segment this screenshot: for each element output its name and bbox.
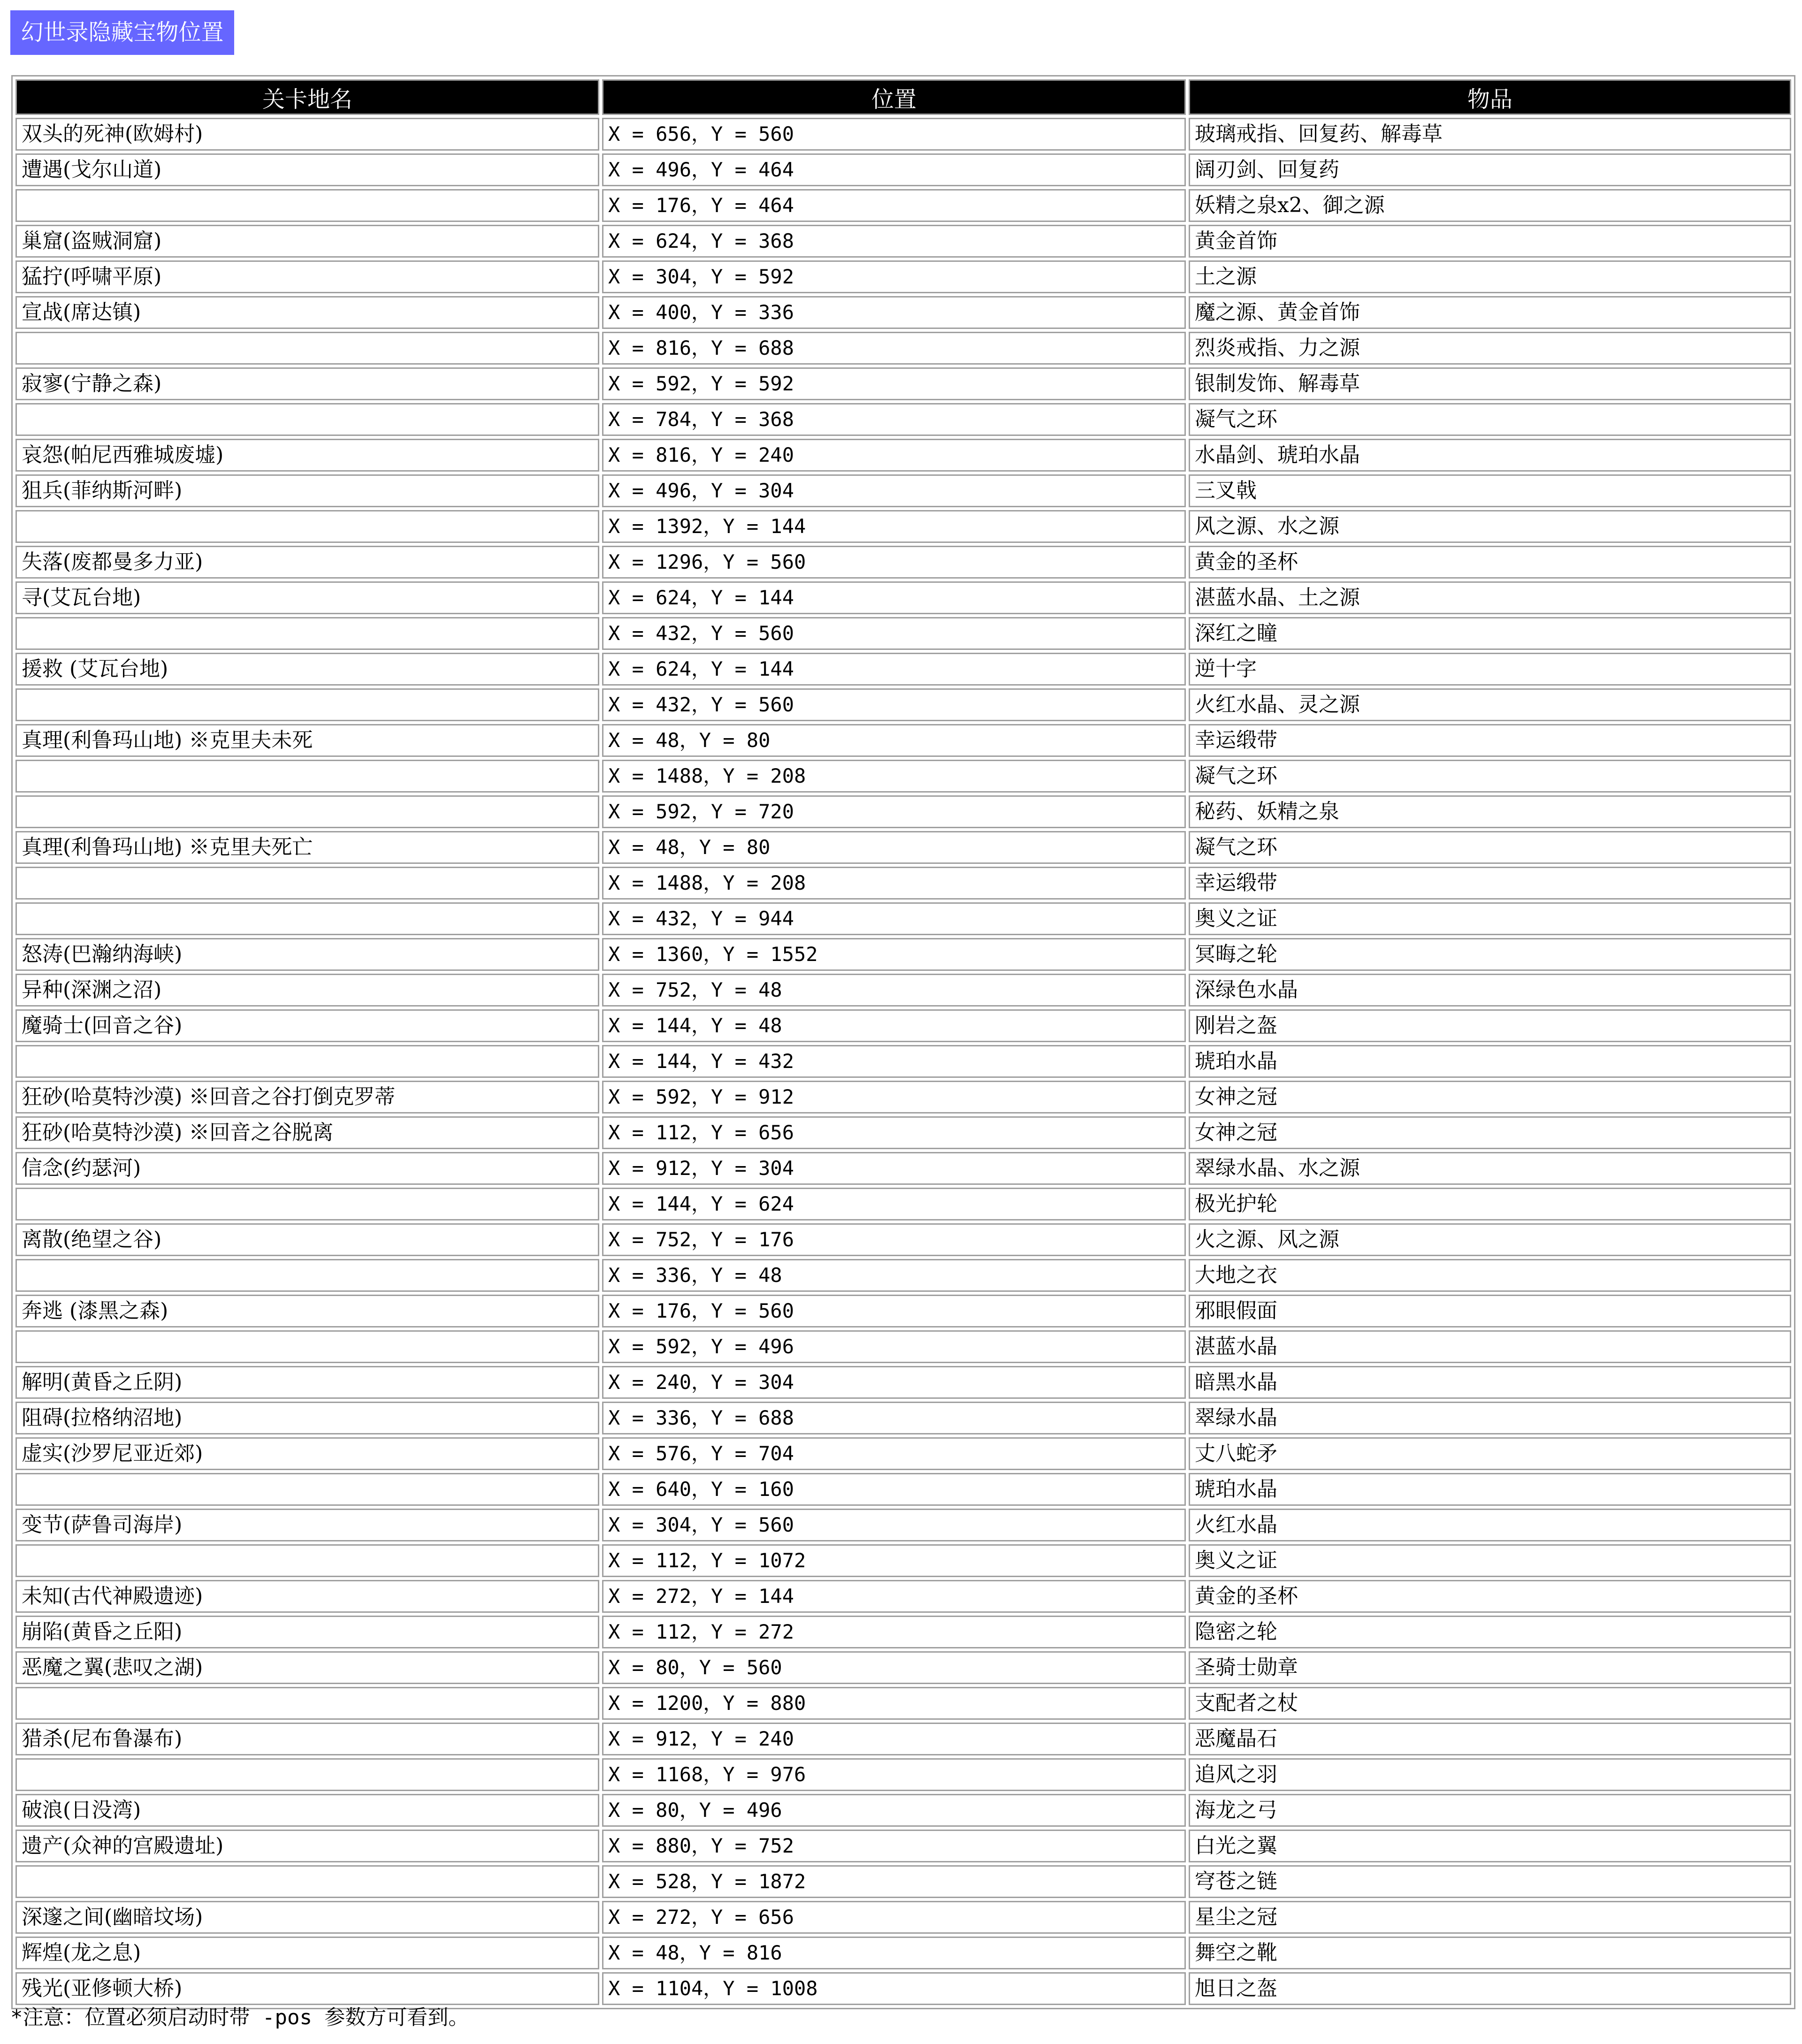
position-cell: X = 432，Y = 560 bbox=[602, 617, 1186, 650]
item-cell: 湛蓝水晶、土之源 bbox=[1189, 581, 1791, 614]
table-row bbox=[15, 1366, 1791, 1399]
item-cell: 妖精之泉x2、御之源 bbox=[1189, 189, 1791, 222]
item-cell: 舞空之靴 bbox=[1189, 1937, 1791, 1969]
stage-cell: 狂砂(哈莫特沙漠) ※回音之谷脱离 bbox=[15, 1116, 599, 1149]
stage-cell bbox=[15, 1045, 599, 1078]
position-cell: X = 1488，Y = 208 bbox=[602, 867, 1186, 900]
stage-cell: 哀怨(帕尼西雅城废墟) bbox=[15, 439, 599, 472]
table-row bbox=[15, 1865, 1791, 1898]
item-cell: 女神之冠 bbox=[1189, 1081, 1791, 1114]
position-cell: X = 1360，Y = 1552 bbox=[602, 938, 1186, 971]
table-row bbox=[15, 974, 1791, 1007]
position-cell: X = 528，Y = 1872 bbox=[602, 1865, 1186, 1898]
stage-cell: 宣战(席达镇) bbox=[15, 296, 599, 329]
stage-cell bbox=[15, 688, 599, 721]
stage-cell: 真理(利鲁玛山地) ※克里夫死亡 bbox=[15, 831, 599, 864]
position-cell: X = 1168，Y = 976 bbox=[602, 1758, 1186, 1791]
table-row bbox=[15, 1081, 1791, 1114]
item-cell: 琥珀水晶 bbox=[1189, 1473, 1791, 1506]
position-cell: X = 816，Y = 688 bbox=[602, 332, 1186, 365]
stage-cell: 援救 (艾瓦台地) bbox=[15, 653, 599, 686]
table-row bbox=[15, 1330, 1791, 1363]
position-cell: X = 48，Y = 80 bbox=[602, 831, 1186, 864]
item-cell: 深红之瞳 bbox=[1189, 617, 1791, 650]
position-cell: X = 656，Y = 560 bbox=[602, 118, 1186, 151]
table-row bbox=[15, 1437, 1791, 1470]
position-cell: X = 304，Y = 560 bbox=[602, 1509, 1186, 1541]
table-row bbox=[15, 1616, 1791, 1648]
stage-cell: 辉煌(龙之息) bbox=[15, 1937, 599, 1969]
stage-cell: 崩陷(黄昏之丘阳) bbox=[15, 1616, 599, 1648]
item-cell: 追风之羽 bbox=[1189, 1758, 1791, 1791]
item-cell: 幸运缎带 bbox=[1189, 867, 1791, 900]
treasure-table bbox=[11, 75, 1795, 2009]
position-cell: X = 272，Y = 656 bbox=[602, 1901, 1186, 1934]
table-row bbox=[15, 439, 1791, 472]
item-cell: 奥义之证 bbox=[1189, 1544, 1791, 1577]
item-cell: 白光之翼 bbox=[1189, 1830, 1791, 1862]
stage-cell: 未知(古代神殿遗迹) bbox=[15, 1580, 599, 1613]
stage-cell: 阻碍(拉格纳沼地) bbox=[15, 1402, 599, 1434]
stage-cell: 异种(深渊之沼) bbox=[15, 974, 599, 1007]
position-cell: X = 592，Y = 912 bbox=[602, 1081, 1186, 1114]
position-cell: X = 1200，Y = 880 bbox=[602, 1687, 1186, 1720]
position-cell: X = 144，Y = 48 bbox=[602, 1009, 1186, 1042]
table-row bbox=[15, 1651, 1791, 1684]
table-row bbox=[15, 1402, 1791, 1434]
position-cell: X = 880，Y = 752 bbox=[602, 1830, 1186, 1862]
position-cell: X = 304，Y = 592 bbox=[602, 260, 1186, 293]
stage-cell bbox=[15, 1259, 599, 1292]
position-cell: X = 496，Y = 464 bbox=[602, 153, 1186, 186]
position-cell: X = 624，Y = 368 bbox=[602, 225, 1186, 258]
item-cell: 奥义之证 bbox=[1189, 902, 1791, 935]
table-header-row bbox=[15, 79, 1791, 115]
table-row bbox=[15, 938, 1791, 971]
table-row bbox=[15, 1223, 1791, 1256]
item-cell: 湛蓝水晶 bbox=[1189, 1330, 1791, 1363]
table-row bbox=[15, 1972, 1791, 2005]
stage-cell: 巢窟(盗贼洞窟) bbox=[15, 225, 599, 258]
item-cell: 旭日之盔 bbox=[1189, 1972, 1791, 2005]
table-row bbox=[15, 1758, 1791, 1791]
stage-cell: 变节(萨鲁司海岸) bbox=[15, 1509, 599, 1541]
position-cell: X = 912，Y = 240 bbox=[602, 1723, 1186, 1755]
item-cell: 大地之衣 bbox=[1189, 1259, 1791, 1292]
stage-cell bbox=[15, 902, 599, 935]
item-cell: 恶魔晶石 bbox=[1189, 1723, 1791, 1755]
stage-cell: 破浪(日没湾) bbox=[15, 1794, 599, 1827]
table-row bbox=[15, 831, 1791, 864]
item-cell: 三叉戟 bbox=[1189, 474, 1791, 507]
stage-cell bbox=[15, 1473, 599, 1506]
page-title: 幻世录隐藏宝物位置 bbox=[10, 10, 234, 55]
item-cell: 火之源、风之源 bbox=[1189, 1223, 1791, 1256]
item-cell: 暗黑水晶 bbox=[1189, 1366, 1791, 1399]
table-row bbox=[15, 581, 1791, 614]
item-cell: 女神之冠 bbox=[1189, 1116, 1791, 1149]
table-row bbox=[15, 546, 1791, 579]
item-cell: 火红水晶、灵之源 bbox=[1189, 688, 1791, 721]
table-row bbox=[15, 1794, 1791, 1827]
table-row bbox=[15, 1188, 1791, 1220]
position-cell: X = 496，Y = 304 bbox=[602, 474, 1186, 507]
table-row bbox=[15, 902, 1791, 935]
position-cell: X = 592，Y = 496 bbox=[602, 1330, 1186, 1363]
table-body bbox=[15, 118, 1791, 2005]
table-row bbox=[15, 1152, 1791, 1185]
stage-cell: 残光(亚修顿大桥) bbox=[15, 1972, 599, 2005]
table-row bbox=[15, 1723, 1791, 1755]
stage-cell: 离散(绝望之谷) bbox=[15, 1223, 599, 1256]
item-cell: 秘药、妖精之泉 bbox=[1189, 795, 1791, 828]
item-cell: 逆十字 bbox=[1189, 653, 1791, 686]
stage-cell: 信念(约瑟河) bbox=[15, 1152, 599, 1185]
item-cell: 黄金首饰 bbox=[1189, 225, 1791, 258]
table-row bbox=[15, 1830, 1791, 1862]
item-cell: 烈炎戒指、力之源 bbox=[1189, 332, 1791, 365]
table-row bbox=[15, 118, 1791, 151]
stage-cell bbox=[15, 1330, 599, 1363]
stage-cell: 奔逃 (漆黑之森) bbox=[15, 1295, 599, 1327]
table-row bbox=[15, 1009, 1791, 1042]
table-row bbox=[15, 653, 1791, 686]
stage-cell: 猎杀(尼布鲁瀑布) bbox=[15, 1723, 599, 1755]
table-row bbox=[15, 1116, 1791, 1149]
column-header-item: 物品 bbox=[1189, 79, 1791, 115]
table-row bbox=[15, 225, 1791, 258]
position-cell: X = 400，Y = 336 bbox=[602, 296, 1186, 329]
table-row bbox=[15, 367, 1791, 400]
stage-cell: 猛拧(呼啸平原) bbox=[15, 260, 599, 293]
position-cell: X = 784，Y = 368 bbox=[602, 403, 1186, 436]
item-cell: 魔之源、黄金首饰 bbox=[1189, 296, 1791, 329]
stage-cell bbox=[15, 1544, 599, 1577]
item-cell: 银制发饰、解毒草 bbox=[1189, 367, 1791, 400]
item-cell: 玻璃戒指、回复药、解毒草 bbox=[1189, 118, 1791, 151]
table-row bbox=[15, 1937, 1791, 1969]
stage-cell: 遗产(众神的宫殿遗址) bbox=[15, 1830, 599, 1862]
table-row bbox=[15, 688, 1791, 721]
stage-cell bbox=[15, 189, 599, 222]
position-cell: X = 912，Y = 304 bbox=[602, 1152, 1186, 1185]
position-cell: X = 1296，Y = 560 bbox=[602, 546, 1186, 579]
position-cell: X = 176，Y = 464 bbox=[602, 189, 1186, 222]
item-cell: 隐密之轮 bbox=[1189, 1616, 1791, 1648]
footnote: *注意：位置必须启动时带 -pos 参数方可看到。 bbox=[10, 2006, 469, 2029]
stage-cell bbox=[15, 510, 599, 543]
stage-cell: 狙兵(菲纳斯河畔) bbox=[15, 474, 599, 507]
table-row bbox=[15, 617, 1791, 650]
position-cell: X = 48，Y = 816 bbox=[602, 1937, 1186, 1969]
stage-cell bbox=[15, 867, 599, 900]
stage-cell: 恶魔之翼(悲叹之湖) bbox=[15, 1651, 599, 1684]
item-cell: 黄金的圣杯 bbox=[1189, 1580, 1791, 1613]
item-cell: 刚岩之盔 bbox=[1189, 1009, 1791, 1042]
item-cell: 星尘之冠 bbox=[1189, 1901, 1791, 1934]
table-row bbox=[15, 296, 1791, 329]
stage-cell: 怒涛(巴瀚纳海峡) bbox=[15, 938, 599, 971]
table-row bbox=[15, 403, 1791, 436]
item-cell: 深绿色水晶 bbox=[1189, 974, 1791, 1007]
item-cell: 水晶剑、琥珀水晶 bbox=[1189, 439, 1791, 472]
position-cell: X = 144，Y = 624 bbox=[602, 1188, 1186, 1220]
position-cell: X = 144，Y = 432 bbox=[602, 1045, 1186, 1078]
item-cell: 邪眼假面 bbox=[1189, 1295, 1791, 1327]
column-header-position: 位置 bbox=[602, 79, 1186, 115]
item-cell: 丈八蛇矛 bbox=[1189, 1437, 1791, 1470]
table-row bbox=[15, 1901, 1791, 1934]
item-cell: 凝气之环 bbox=[1189, 760, 1791, 793]
item-cell: 圣骑士勋章 bbox=[1189, 1651, 1791, 1684]
stage-cell bbox=[15, 1188, 599, 1220]
item-cell: 海龙之弓 bbox=[1189, 1794, 1791, 1827]
table-row bbox=[15, 510, 1791, 543]
item-cell: 翠绿水晶、水之源 bbox=[1189, 1152, 1791, 1185]
position-cell: X = 112，Y = 656 bbox=[602, 1116, 1186, 1149]
position-cell: X = 624，Y = 144 bbox=[602, 581, 1186, 614]
stage-cell: 寻(艾瓦台地) bbox=[15, 581, 599, 614]
table-row bbox=[15, 474, 1791, 507]
position-cell: X = 176，Y = 560 bbox=[602, 1295, 1186, 1327]
position-cell: X = 432，Y = 560 bbox=[602, 688, 1186, 721]
table-row bbox=[15, 760, 1791, 793]
table-row bbox=[15, 1045, 1791, 1078]
stage-cell: 虚实(沙罗尼亚近郊) bbox=[15, 1437, 599, 1470]
position-cell: X = 752，Y = 176 bbox=[602, 1223, 1186, 1256]
table-row bbox=[15, 724, 1791, 757]
item-cell: 火红水晶 bbox=[1189, 1509, 1791, 1541]
item-cell: 黄金的圣杯 bbox=[1189, 546, 1791, 579]
table-row bbox=[15, 795, 1791, 828]
stage-cell: 狂砂(哈莫特沙漠) ※回音之谷打倒克罗蒂 bbox=[15, 1081, 599, 1114]
item-cell: 支配者之杖 bbox=[1189, 1687, 1791, 1720]
position-cell: X = 80，Y = 560 bbox=[602, 1651, 1186, 1684]
position-cell: X = 112，Y = 272 bbox=[602, 1616, 1186, 1648]
position-cell: X = 1104，Y = 1008 bbox=[602, 1972, 1186, 2005]
stage-cell bbox=[15, 760, 599, 793]
stage-cell: 深邃之间(幽暗坟场) bbox=[15, 1901, 599, 1934]
position-cell: X = 80，Y = 496 bbox=[602, 1794, 1186, 1827]
item-cell: 土之源 bbox=[1189, 260, 1791, 293]
position-cell: X = 112，Y = 1072 bbox=[602, 1544, 1186, 1577]
item-cell: 幸运缎带 bbox=[1189, 724, 1791, 757]
position-cell: X = 1392，Y = 144 bbox=[602, 510, 1186, 543]
stage-cell bbox=[15, 403, 599, 436]
position-cell: X = 624，Y = 144 bbox=[602, 653, 1186, 686]
position-cell: X = 816，Y = 240 bbox=[602, 439, 1186, 472]
table-row bbox=[15, 260, 1791, 293]
table-row bbox=[15, 1259, 1791, 1292]
table-row bbox=[15, 1473, 1791, 1506]
table-row bbox=[15, 1544, 1791, 1577]
position-cell: X = 640，Y = 160 bbox=[602, 1473, 1186, 1506]
position-cell: X = 432，Y = 944 bbox=[602, 902, 1186, 935]
stage-cell: 失落(废都曼多力亚) bbox=[15, 546, 599, 579]
position-cell: X = 592，Y = 720 bbox=[602, 795, 1186, 828]
stage-cell: 遭遇(戈尔山道) bbox=[15, 153, 599, 186]
item-cell: 凝气之环 bbox=[1189, 403, 1791, 436]
table-row bbox=[15, 189, 1791, 222]
item-cell: 琥珀水晶 bbox=[1189, 1045, 1791, 1078]
position-cell: X = 1488，Y = 208 bbox=[602, 760, 1186, 793]
item-cell: 翠绿水晶 bbox=[1189, 1402, 1791, 1434]
table-row bbox=[15, 1687, 1791, 1720]
item-cell: 极光护轮 bbox=[1189, 1188, 1791, 1220]
stage-cell bbox=[15, 617, 599, 650]
stage-cell bbox=[15, 795, 599, 828]
stage-cell bbox=[15, 1865, 599, 1898]
stage-cell: 真理(利鲁玛山地) ※克里夫未死 bbox=[15, 724, 599, 757]
item-cell: 穹苍之链 bbox=[1189, 1865, 1791, 1898]
position-cell: X = 752，Y = 48 bbox=[602, 974, 1186, 1007]
stage-cell: 解明(黄昏之丘阴) bbox=[15, 1366, 599, 1399]
stage-cell: 寂寥(宁静之森) bbox=[15, 367, 599, 400]
item-cell: 风之源、水之源 bbox=[1189, 510, 1791, 543]
position-cell: X = 336，Y = 688 bbox=[602, 1402, 1186, 1434]
table-row bbox=[15, 1295, 1791, 1327]
stage-cell bbox=[15, 332, 599, 365]
table-row bbox=[15, 1509, 1791, 1541]
position-cell: X = 576，Y = 704 bbox=[602, 1437, 1186, 1470]
stage-cell: 双头的死神(欧姆村) bbox=[15, 118, 599, 151]
position-cell: X = 592，Y = 592 bbox=[602, 367, 1186, 400]
stage-cell: 魔骑士(回音之谷) bbox=[15, 1009, 599, 1042]
stage-cell bbox=[15, 1758, 599, 1791]
item-cell: 冥晦之轮 bbox=[1189, 938, 1791, 971]
position-cell: X = 48，Y = 80 bbox=[602, 724, 1186, 757]
table-row bbox=[15, 867, 1791, 900]
item-cell: 凝气之环 bbox=[1189, 831, 1791, 864]
stage-cell bbox=[15, 1687, 599, 1720]
position-cell: X = 272，Y = 144 bbox=[602, 1580, 1186, 1613]
table-row bbox=[15, 1580, 1791, 1613]
column-header-stage: 关卡地名 bbox=[15, 79, 599, 115]
position-cell: X = 336，Y = 48 bbox=[602, 1259, 1186, 1292]
table-row bbox=[15, 153, 1791, 186]
item-cell: 阔刃剑、回复药 bbox=[1189, 153, 1791, 186]
position-cell: X = 240，Y = 304 bbox=[602, 1366, 1186, 1399]
table-row bbox=[15, 332, 1791, 365]
